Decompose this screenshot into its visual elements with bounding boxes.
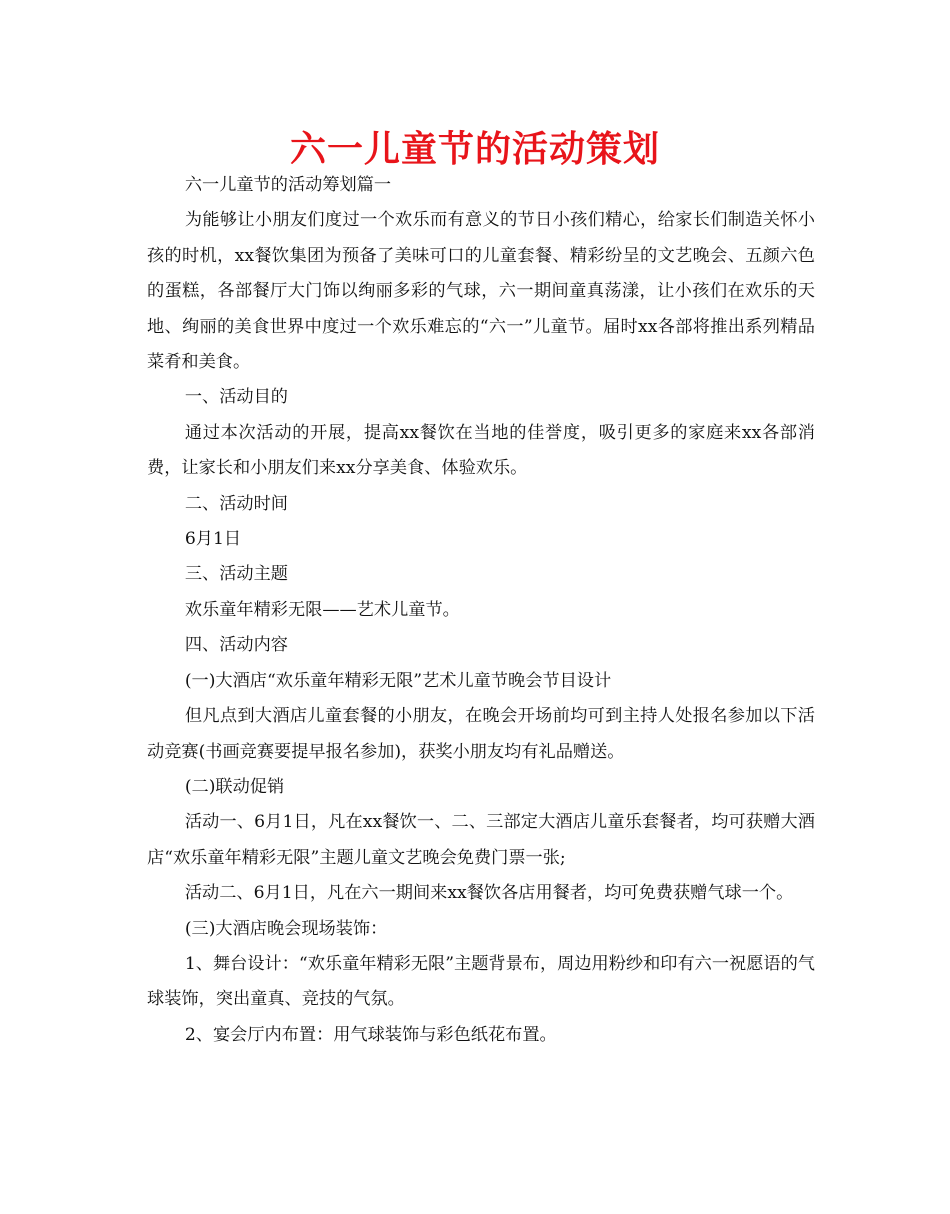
body-paragraph: 通过本次活动的开展，提高xx餐饮在当地的佳誉度，吸引更多的家庭来xx各部消费，让家长和小朋友们来xx分享美食、体验欢乐。 [147, 422, 815, 479]
body-paragraph: 6月1日 [184, 529, 242, 550]
section-heading: 四、活动内容 [184, 635, 288, 656]
subsection-heading: (二)联动促销 [184, 776, 285, 797]
body-paragraph: 活动二、6月1日，凡在六一期间来xx餐饮各店用餐者，均可免费获赠气球一个。 [184, 883, 794, 904]
subsection-heading: (一)大酒店“欢乐童年精彩无限”艺术儿童节晚会节目设计 [184, 670, 612, 691]
body-paragraph: 为能够让小朋友们度过一个欢乐而有意义的节日小孩们精心，给家长们制造关怀小孩的时机，xx餐饮集团为预备了美味可口的儿童套餐、精彩纷呈的文艺晚会、五颜六色的蛋糕，各部餐厅大门饰以绚丽多彩的气球，六一期间童真荡漾，让小孩们在欢乐的天地、绚丽的美食世界中度过一个欢乐难忘的“六一”儿童节。届时xx各部将推出系列精品菜肴和美食。 [147, 210, 815, 373]
body-paragraph: 2、宴会厅内布置：用气球装饰与彩色纸花布置。 [184, 1024, 557, 1045]
body-paragraph: 但凡点到大酒店儿童套餐的小朋友，在晚会开场前均可到主持人处报名参加以下活动竞赛(书画竞赛要提早报名参加)，获奖小朋友均有礼品赠送。 [147, 706, 815, 762]
body-paragraph: 欢乐童年精彩无限——艺术儿童节。 [184, 599, 460, 620]
section-heading: 六一儿童节的活动筹划篇一 [184, 175, 392, 195]
section-heading: 一、活动目的 [184, 387, 288, 408]
body-paragraph: 1、舞台设计：“欢乐童年精彩无限”主题背景布，周边用粉纱和印有六一祝愿语的气球装饰，突出童真、竞技的气氛。 [147, 953, 815, 1010]
subsection-heading: (三)大酒店晚会现场装饰： [184, 918, 388, 939]
document-body [147, 168, 815, 1053]
section-heading: 二、活动时间 [184, 493, 288, 514]
document-title: 六一儿童节的活动策划 [289, 129, 660, 170]
section-heading: 三、活动主题 [184, 564, 288, 585]
body-paragraph: 活动一、6月1日，凡在xx餐饮一、二、三部定大酒店儿童乐套餐者，均可获赠大酒店“欢乐童年精彩无限”主题儿童文艺晚会免费门票一张; [147, 812, 815, 868]
